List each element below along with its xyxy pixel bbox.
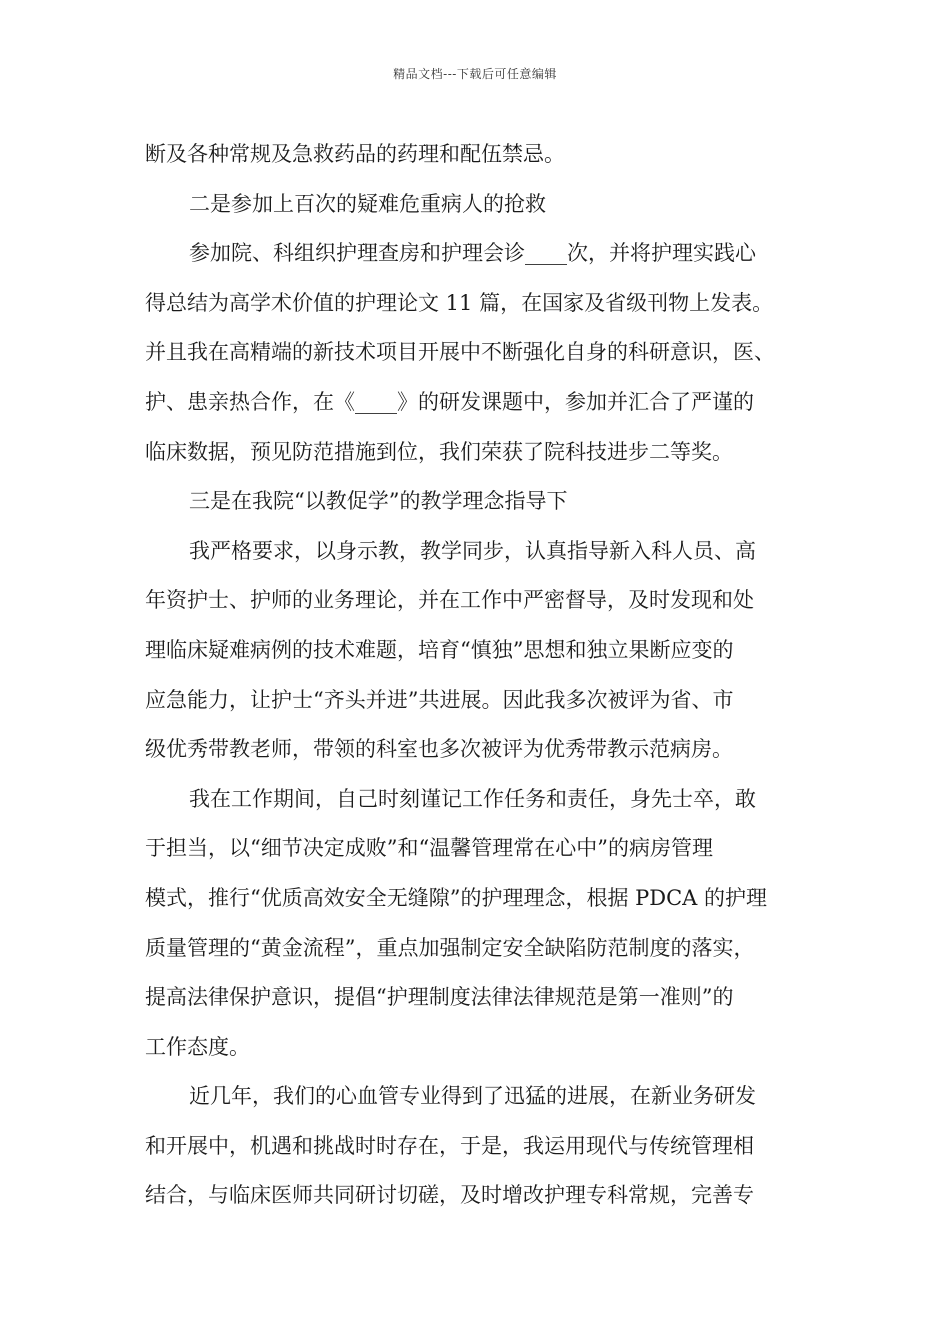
text-line: 结合，与临床医师共同研讨切磋，及时增改护理专科常规，完善专 [145,1183,754,1208]
text-line: 年资护士、护师的业务理论，并在工作中严密督导，及时发现和处 [145,588,754,613]
text-line: 理临床疑难病例的技术难题，培育“慎独”思想和独立果断应变的 [145,637,734,662]
text-line: 模式，推行“优质高效安全无缝隙”的护理理念，根据 PDCA 的护理 [145,885,768,910]
text-line: 参加院、科组织护理查房和护理会诊____次，并将护理实践心 [189,241,756,266]
text-line: 我在工作期间，自己时刻谨记工作任务和责任，身先士卒，敢 [189,786,756,811]
text-line: 三是在我院“以教促学”的教学理念指导下 [189,489,568,514]
text-line: 近几年，我们的心血管专业得到了迅猛的进展，在新业务研发 [189,1084,756,1109]
text-line: 应急能力，让护士“齐头并进”共进展。因此我多次被评为省、市 [145,687,734,712]
text-line: 护、患亲热合作，在《____》的研发课题中，参加并汇合了严谨的 [145,389,754,414]
text-line: 和开展中，机遇和挑战时时存在，于是，我运用现代与传统管理相 [145,1133,754,1158]
text-line: 工作态度。 [145,1034,250,1059]
text-line: 断及各种常规及急救药品的药理和配伍禁忌。 [145,142,565,166]
text-line: 并且我在高精端的新技术项目开展中不断强化自身的科研意识，医、 [145,340,775,365]
text-line: 提高法律保护意识，提倡“护理制度法律法律规范是第一准则”的 [145,985,734,1010]
page-header: 精品文档---下载后可任意编辑 [393,67,557,81]
text-line: 级优秀带教老师，带领的科室也多次被评为优秀带教示范病房。 [145,737,733,762]
text-line: 质量管理的“黄金流程”，重点加强制定安全缺陷防范制度的落实， [145,935,755,960]
text-line: 得总结为高学术价值的护理论文 11 篇，在国家及省级刊物上发表。 [145,290,774,315]
text-line: 二是参加上百次的疑难危重病人的抢救 [189,191,546,216]
document-body [145,130,825,1221]
text-line: 于担当，以“细节决定成败”和“温馨管理常在心中”的病房管理 [145,836,713,861]
text-line: 临床数据，预见防范措施到位，我们荣获了院科技进步二等奖。 [145,439,733,464]
text-line: 我严格要求，以身示教，教学同步，认真指导新入科人员、高 [189,538,756,563]
